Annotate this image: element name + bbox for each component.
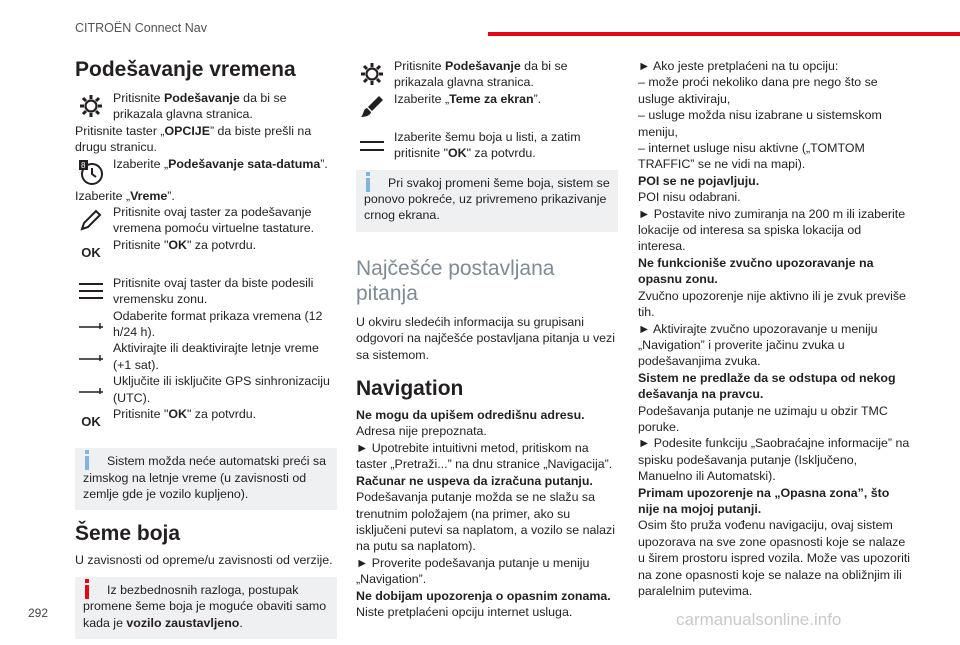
answer: Zvučno upozorenje nije aktivno ili je zvuk previše tih.: [638, 288, 906, 320]
step-text: Uključite ili isključite GPS sinhronizaciju (UTC).: [113, 374, 330, 405]
step-themes: [356, 91, 618, 123]
question: Računar ne uspeva da izračuna putanju.: [356, 473, 593, 488]
step-text: Pritisnite ovaj taster za podešavanje vremena pomoću virtuelne tastature.: [113, 205, 315, 236]
column-1: [75, 50, 337, 645]
settings-gear-icon: [75, 90, 107, 122]
paint-brush-icon: [356, 91, 388, 123]
toggle-line-icon: [75, 373, 107, 405]
settings-gear-icon: [356, 58, 388, 90]
info-note: Sistem možda neće automatski preći sa zimskog na letnje vreme (u zavisnosti od zemlje gde je vozilo kupljeno).: [75, 448, 337, 510]
answer: ► Ako jeste pretplaćeni na tu opciju:: [638, 59, 839, 73]
step-text: Pritisnite "OK" za potvrdu.: [113, 407, 257, 422]
header-accent-bar: [488, 32, 960, 36]
step-text: Pritisnite "OK" za potvrdu.: [113, 237, 257, 252]
answer: ► Aktivirajte zvučno upozoravanje u meniju „Navigation” i proverite jačinu zvuka u podešavanjima zvuka.: [638, 321, 878, 369]
step-text: Pritisnite ovaj taster da biste podesili vremensku zonu.: [113, 275, 314, 307]
answer: Niste pretplaćeni opciju internet usluga.: [356, 604, 573, 619]
step-summer-time: [75, 340, 337, 373]
question: Ne mogu da upišem odredišnu adresu.: [356, 408, 585, 423]
paragraph: U zavisnosti od opreme/u zavisnosti od verzije.: [75, 553, 333, 568]
step-text: Pritisnite Podešavanje da bi se prikazala glavna stranica.: [113, 91, 287, 122]
column-3: [638, 58, 910, 599]
question: Primam upozorenje na „Opasna zona”, što nije na mojoj putanji.: [638, 485, 890, 516]
step-text: Odaberite format prikaza vremena (12 h/24 h).: [113, 308, 323, 340]
toggle-line-icon: [75, 308, 107, 340]
ok-icon: OK: [81, 413, 101, 429]
step-clock-date: [75, 156, 337, 188]
watermark: carmanualsonline.info: [676, 610, 842, 629]
clock-icon: [75, 156, 107, 188]
answer: – može proći nekoliko dana pre nego što se usluge aktiviraju,: [638, 75, 878, 106]
answer: Osim što pruža vođenu navigaciju, ovaj sistem upozorava na sve zone opasnosti koje se nalaze u širem prostoru ispred vozila. Može vas upozoriti na zone opasnosti koje se nalaze na obližnjim ili paralelnim putevima.: [638, 518, 911, 598]
step-text: Aktivirajte ili deaktivirajte letnje vreme (+1 sat).: [113, 341, 319, 372]
answer: ► Podesite funkciju „Saobraćajne informacije” na spisku podešavanja putanje (Isključeno, Manuelno ili Automatski).: [638, 436, 910, 484]
column-2: [356, 58, 618, 620]
navigation-title: Navigation: [356, 377, 464, 401]
list-menu-icon: [356, 129, 388, 161]
step-ok-2: [75, 406, 337, 438]
header-title: CITROËN Connect Nav: [75, 21, 207, 35]
info-note: Pri svakoj promeni šeme boja, sistem se ponovo pokreće, uz privremeno prikazivanje crnog ekrana.: [356, 170, 618, 232]
step-text: Izaberite „Teme za ekran”.: [394, 91, 542, 106]
answer: ► Upotrebite intuitivni metod, pritiskom na taster „Pretraži...” na dnu stranice „Navigacija”.: [356, 440, 613, 472]
answer: Podešavanja putanje možda se ne slažu sa trenutnim položajem (na primer, ako su isključeni putevi sa naplatom, a vozilo se nalazi na putu sa naplatom).: [356, 490, 615, 554]
step-text: Izaberite šemu boja u listi, a zatim pritisnite "OK" za potvrdu.: [394, 129, 581, 161]
step-keyboard: [75, 204, 337, 237]
pencil-icon: [75, 204, 107, 236]
step-timezone: [75, 275, 337, 308]
answer: Adresa nije prepoznata.: [356, 424, 487, 439]
warning-note: Iz bezbednosnih razloga, postupak promene šeme boja je moguće obaviti samo kada je vozilo zaustavljeno.: [75, 577, 337, 639]
step-text: Izaberite „Podešavanje sata-datuma”.: [113, 156, 328, 171]
toggle-line-icon: [75, 340, 107, 372]
list-menu-icon: [75, 275, 107, 307]
step-gps-sync: [75, 373, 337, 406]
answer: ► Proverite podešavanja putanje u meniju „Navigation”.: [356, 555, 590, 587]
info-icon: [366, 178, 370, 192]
info-icon: [85, 456, 89, 470]
answer: ► Postavite nivo zumiranja na 200 m ili izaberite lokacije od interesa sa spiska lokacija od interesa.: [638, 206, 906, 254]
answer: Podešavanja putanje ne uzimaju u obzir TMC poruke.: [638, 403, 888, 434]
answer: – internet usluge nisu aktivne („TOMTOM TRAFFIC” se ne vidi na mapi).: [638, 141, 865, 172]
warning-icon: [85, 585, 89, 599]
svg-text:8: 8: [81, 160, 86, 170]
step-ok: [75, 237, 337, 269]
step-settings: [356, 58, 618, 91]
line-options: Pritisnite taster „OPCIJE” da biste prešli na drugu stranicu.: [75, 123, 312, 155]
question: Sistem ne predlaže da se odstupa od nekog dešavanja na pravcu.: [638, 370, 896, 402]
ok-icon: OK: [81, 244, 101, 260]
question: Ne dobijam upozorenja o opasnim zonama.: [356, 588, 611, 603]
faq-title: Najčešće postavljana pitanja: [356, 256, 555, 305]
answer: – usluge možda nisu izabrane u sistemskom meniju,: [638, 108, 882, 139]
question: Ne funkcioniše zvučno upozoravanje na opasnu zonu.: [638, 255, 874, 287]
step-text: Pritisnite Podešavanje da bi se prikazala glavna stranica.: [394, 59, 568, 90]
page-number: 292: [28, 606, 49, 620]
faq-paragraph: U okviru sledećih informacija su grupisani odgovori na najčešće postavljana pitanja u vezi sa sistemom.: [356, 314, 615, 362]
section-title-colors: Šeme boja: [75, 522, 181, 546]
section-title-time: Podešavanje vremena: [75, 58, 296, 81]
step-settings: [75, 90, 337, 123]
step-format: [75, 308, 337, 341]
answer: POI nisu odabrani.: [638, 190, 741, 205]
line-time: Izaberite „Vreme”.: [75, 188, 175, 203]
step-choose-theme: [356, 129, 618, 162]
question: POI se ne pojavljuju.: [638, 173, 760, 188]
